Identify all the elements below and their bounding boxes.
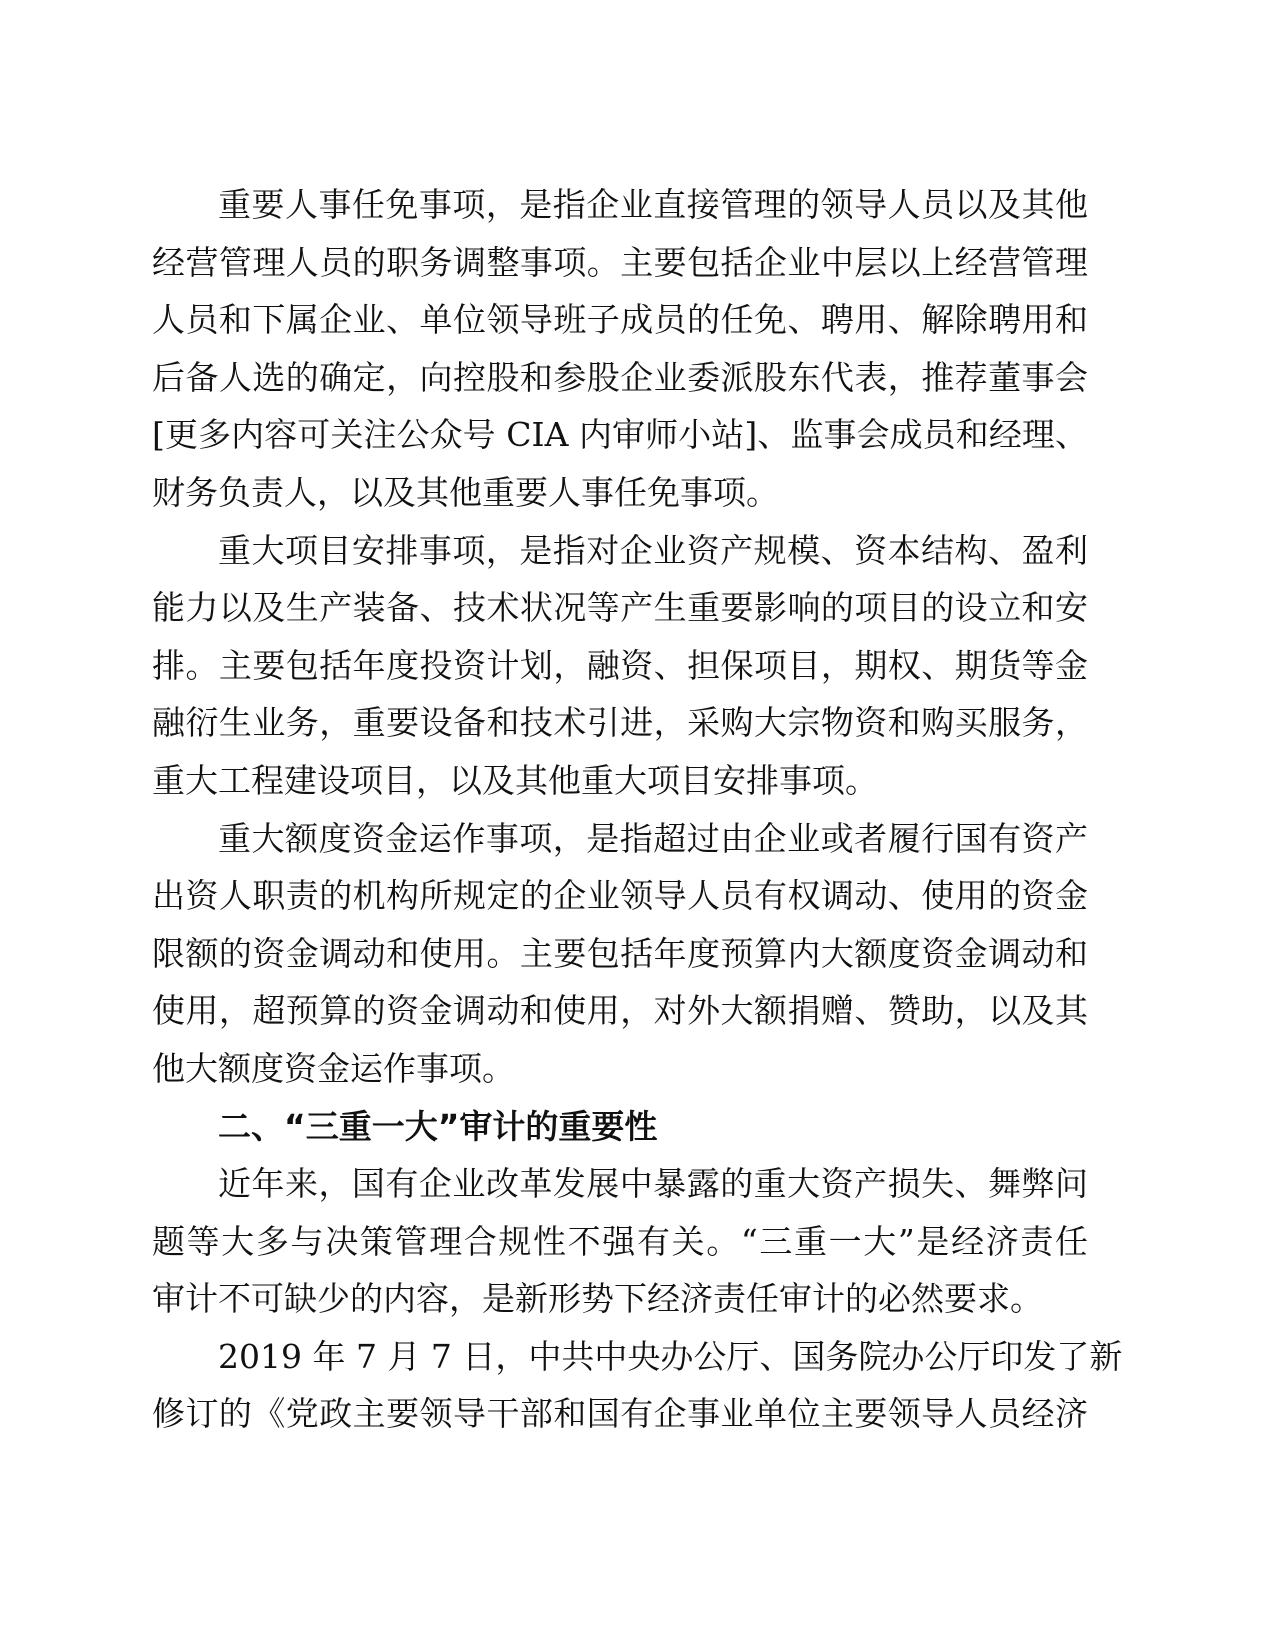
- text-line: 题等大多与决策管理合规性不强有关。“三重一大”是经济责任: [152, 1221, 1088, 1261]
- text-line: [更多内容可关注公众号 CIA 内审师小站]、监事会成员和经理、: [152, 415, 1088, 455]
- text-line: 人员和下属企业、单位领导班子成员的任免、聘用、解除聘用和: [152, 300, 1088, 340]
- text-line: 使用，超预算的资金调动和使用，对外大额捐赠、赞助，以及其: [152, 991, 1088, 1031]
- paragraph-major-projects: [152, 522, 1088, 810]
- text-line: 出资人职责的机构所规定的企业领导人员有权调动、使用的资金: [152, 876, 1088, 916]
- text-line: 财务负责人，以及其他重要人事任免事项。: [152, 472, 779, 512]
- paragraph-personnel-appointments: [152, 176, 1088, 522]
- text-line: 重要人事任免事项，是指企业直接管理的领导人员以及其他: [218, 185, 1088, 224]
- paragraph-large-funds: [152, 810, 1088, 1098]
- text-line: 限额的资金调动和使用。主要包括年度预算内大额度资金调动和: [152, 933, 1088, 973]
- text-line: 2019 年 7 月 7 日，中共中央办公厅、国务院办公厅印发了新: [218, 1336, 1123, 1376]
- text-line: 融衍生业务，重要设备和技术引进，采购大宗物资和购买服务，: [152, 703, 1088, 743]
- text-line: 修订的《党政主要领导干部和国有企事业单位主要领导人员经济: [152, 1394, 1088, 1434]
- document-body: [152, 176, 1123, 1443]
- text-line: 重大项目安排事项，是指对企业资产规模、资本结构、盈利: [218, 530, 1088, 570]
- paragraph-importance: [152, 1155, 1088, 1328]
- text-line: 能力以及生产装备、技术状况等产生重要影响的项目的设立和安: [152, 588, 1088, 628]
- text-line: 经营管理人员的职务调整事项。主要包括企业中层以上经营管理: [152, 242, 1088, 282]
- section-heading: 二、“三重一大”审计的重要性: [218, 1106, 658, 1146]
- text-line: 他大额度资金运作事项。: [152, 1048, 515, 1088]
- text-line: 审计不可缺少的内容，是新形势下经济责任审计的必然要求。: [152, 1279, 1043, 1319]
- text-line: 排。主要包括年度投资计划，融资、担保项目，期权、期货等金: [152, 645, 1088, 685]
- text-line: 重大工程建设项目，以及其他重大项目安排事项。: [152, 760, 878, 800]
- text-line: 近年来，国有企业改革发展中暴露的重大资产损失、舞弊问: [218, 1164, 1088, 1204]
- text-line: 后备人选的确定，向控股和参股企业委派股东代表，推荐董事会: [152, 357, 1088, 397]
- paragraph-2019-regulation: [152, 1328, 1123, 1443]
- text-line: 重大额度资金运作事项，是指超过由企业或者履行国有资产: [218, 818, 1088, 858]
